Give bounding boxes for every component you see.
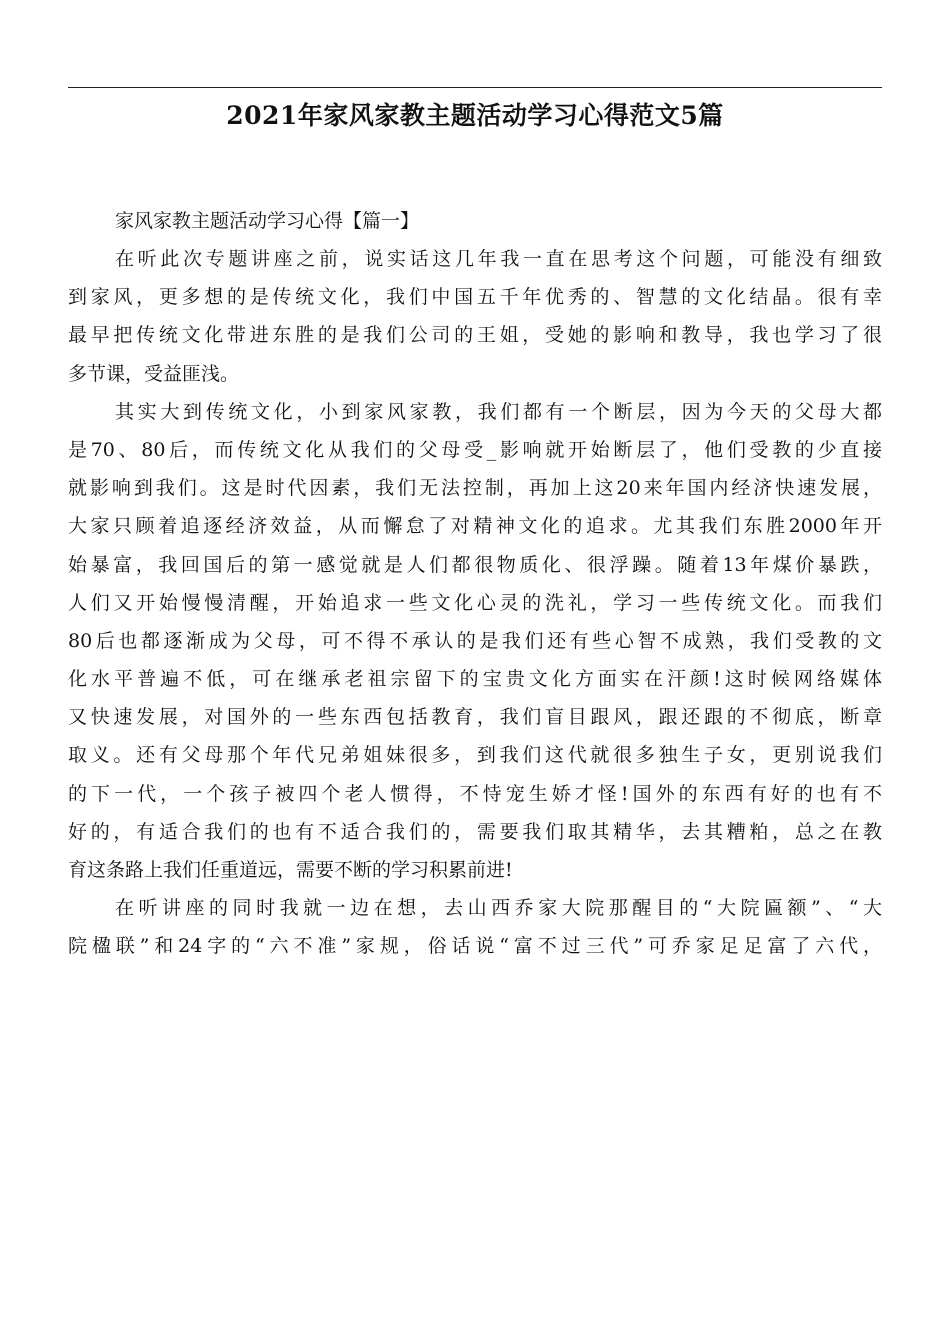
text-line: 80后也都逐渐成为父母，可不得不承认的是我们还有些心智不成熟，我们受教的文 (68, 629, 882, 652)
document-body (68, 208, 882, 972)
text-line: 多节课，受益匪浅。 (68, 362, 240, 385)
paragraph-2 (68, 399, 882, 895)
text-line: 化水平普遍不低，可在继承老祖宗留下的宝贵文化方面实在汗颜!这时候网络媒体 (68, 668, 882, 691)
paragraph-3 (68, 895, 882, 971)
text-line: 又快速发展，对国外的一些东西包括教育，我们盲目跟风，跟还跟的不彻底，断章 (68, 706, 882, 729)
text-line: 大家只顾着追逐经济效益，从而懈怠了对精神文化的追求。尤其我们东胜2000年开 (68, 515, 882, 538)
text-line: 始暴富，我回国后的第一感觉就是人们都很物质化、很浮躁。随着13年煤价暴跌， (68, 553, 882, 576)
document-title: 2021年家风家教主题活动学习心得范文5篇 (226, 101, 724, 130)
text-line: 的下一代，一个孩子被四个老人惯得，不恃宠生娇才怪!国外的东西有好的也有不 (68, 782, 882, 805)
text-line: 育这条路上我们任重道远，需要不断的学习积累前进! (68, 859, 513, 881)
text-line: 在听此次专题讲座之前，说实话这几年我一直在思考这个问题，可能没有细致 (115, 248, 882, 270)
text-line: 院楹联”和24字的“六不准”家规，俗话说“富不过三代”可乔家足足富了六代， (68, 935, 882, 958)
paragraph-1 (68, 246, 882, 399)
text-line: 在听讲座的同时我就一边在想，去山西乔家大院那醒目的“大院匾额”、“大 (115, 897, 882, 920)
text-line: 就影响到我们。这是时代因素，我们无法控制，再加上这20来年国内经济快速发展， (68, 477, 882, 500)
text-line: 是70、80后，而传统文化从我们的父母受_影响就开始断层了，他们受教的少直接 (68, 438, 882, 461)
header-rule (68, 87, 882, 88)
text-line: 其实大到传统文化，小到家风家教，我们都有一个断层，因为今天的父母大都 (115, 400, 882, 423)
text-line: 最早把传统文化带进东胜的是我们公司的王姐，受她的影响和教导，我也学习了很 (68, 324, 882, 347)
text-line: 到家风，更多想的是传统文化，我们中国五千年优秀的、智慧的文化结晶。很有幸 (68, 286, 882, 309)
text-line: 好的，有适合我们的也有不适合我们的，需要我们取其精华，去其糟粕，总之在教 (68, 820, 882, 843)
text-line: 人们又开始慢慢清醒，开始追求一些文化心灵的洗礼，学习一些传统文化。而我们 (68, 591, 882, 614)
section-heading: 家风家教主题活动学习心得【篇一】 (115, 210, 420, 232)
text-line: 取义。还有父母那个年代兄弟姐妹很多，到我们这代就很多独生子女，更别说我们 (68, 744, 882, 767)
